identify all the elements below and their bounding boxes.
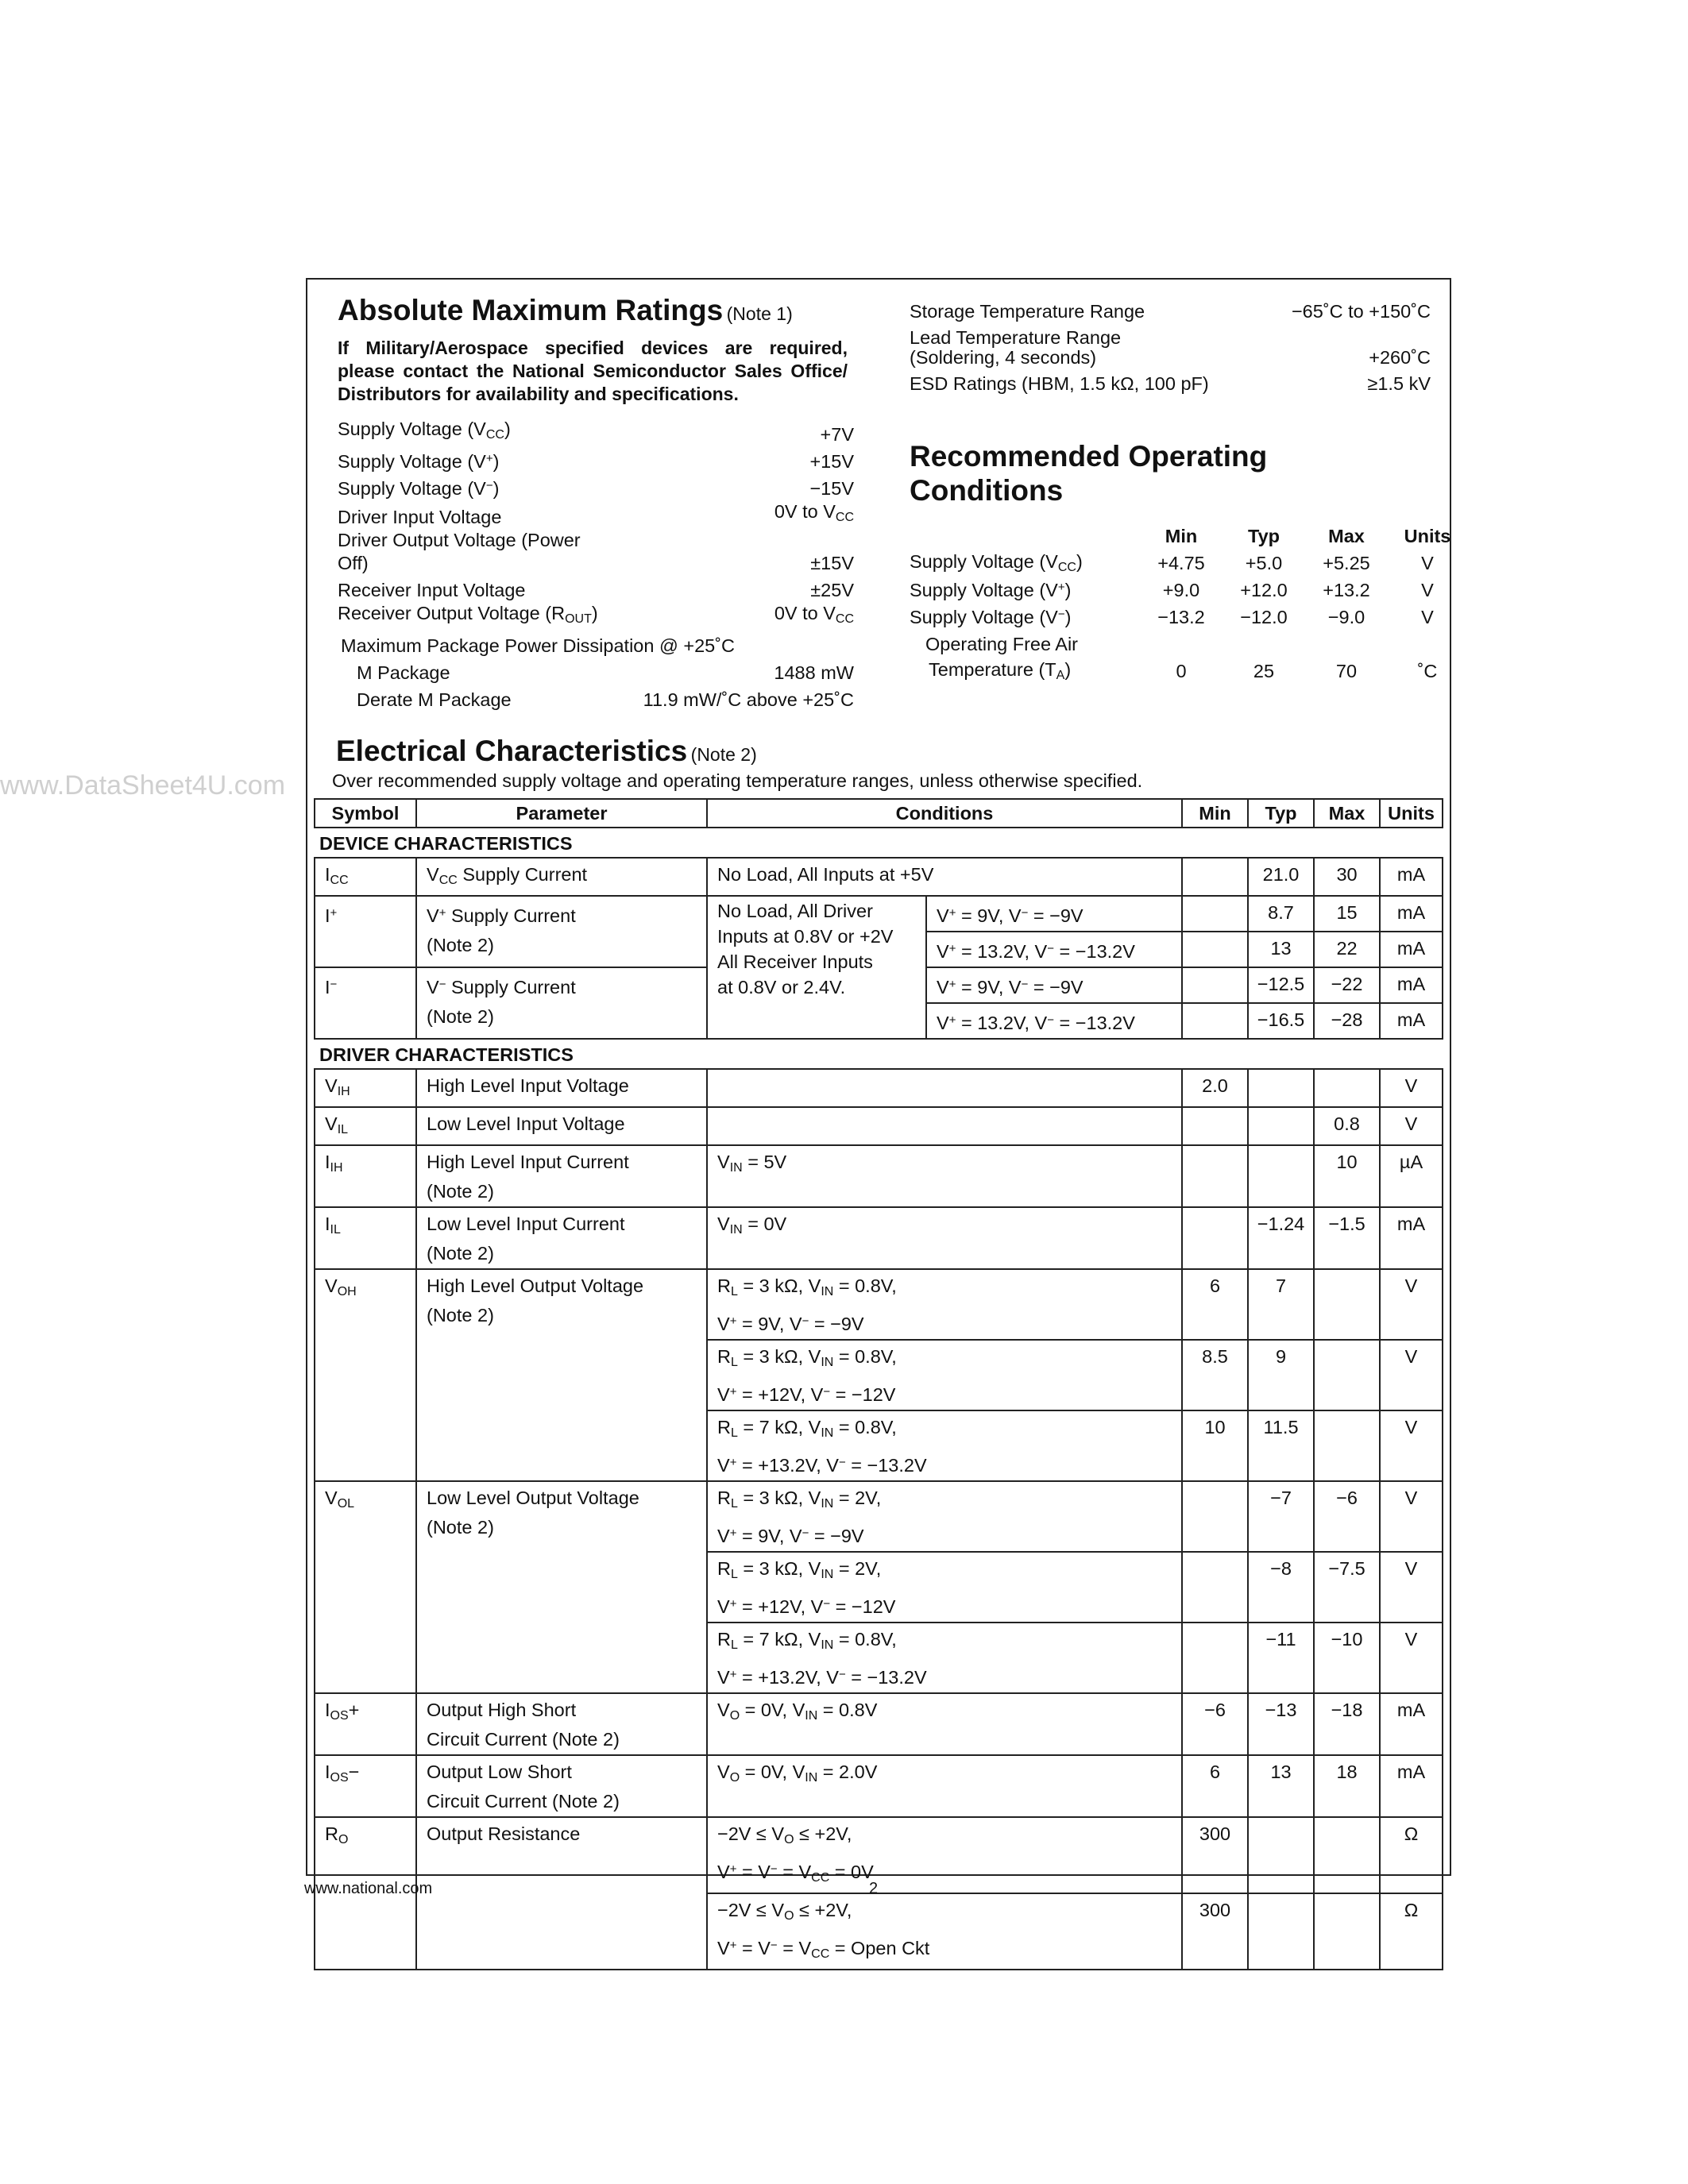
value-max: −6 <box>1314 1481 1380 1552</box>
condition-label: Temperature $(T_A)$ <box>929 659 1072 682</box>
value-units: Ω <box>1380 1893 1443 1970</box>
value-typ: 13 <box>1248 1755 1314 1817</box>
table-row <box>315 858 1443 896</box>
value-min <box>1182 932 1248 967</box>
condition-label: Supply Voltage $(V_{CC})$ <box>910 551 1083 574</box>
value-units: mA <box>1380 1693 1443 1755</box>
column-header: Min <box>1165 525 1198 546</box>
value-units: µA <box>1380 1145 1443 1207</box>
value-typ <box>1248 1817 1314 1893</box>
value-typ: 21.0 <box>1248 858 1314 896</box>
value-min: 6 <box>1182 1755 1248 1817</box>
parameter-cell: Low Level Input Voltage <box>416 1107 707 1145</box>
recommended-conditions-title: Recommended Operating Conditions <box>910 440 1268 507</box>
rating-row <box>338 658 854 685</box>
value-typ: −7 <box>1248 1481 1314 1552</box>
military-notice: If Military/Aerospace specified devices are required, please contact the National Semiconductor Sales Office/ Distributors for availability and specifications. <box>338 338 848 404</box>
condition-max: −9.0 <box>1327 606 1365 627</box>
condition-min: +4.75 <box>1157 552 1205 573</box>
condition-row <box>910 658 1467 685</box>
rating-row <box>338 473 854 500</box>
value-max <box>1314 1340 1380 1410</box>
rating-label: M Package <box>357 662 450 683</box>
value-min <box>1182 1145 1248 1207</box>
column-header: Max <box>1328 525 1365 546</box>
column-header: Units <box>1404 525 1451 546</box>
electrical-characteristics-subtitle: Over recommended supply voltage and operating temperature ranges, unless otherwise specified. <box>332 770 1143 791</box>
value-max <box>1314 1817 1380 1893</box>
parameter-cell: Output Resistance <box>416 1817 707 1970</box>
rating-row <box>910 328 1431 368</box>
parameter-cell: Output High Short Circuit Current (Note 2) <box>416 1693 707 1755</box>
value-typ <box>1248 1107 1314 1145</box>
parameter-cell: Low Level Output Voltage (Note 2) <box>416 1481 707 1693</box>
electrical-characteristics-title <box>336 735 757 768</box>
rating-value: +260˚C <box>1369 347 1431 368</box>
table-row <box>315 1481 1443 1552</box>
section-heading: DEVICE CHARACTERISTICS <box>315 828 1443 858</box>
rating-label: Storage Temperature Range <box>910 301 1145 322</box>
condition-row <box>910 604 1467 631</box>
value-min: 300 <box>1182 1817 1248 1893</box>
value-units: Ω <box>1380 1817 1443 1893</box>
condition-cell <box>707 1069 1182 1107</box>
rating-row <box>338 631 854 658</box>
symbol-cell: $I_{OS}+$ <box>315 1693 416 1755</box>
value-typ <box>1248 1893 1314 1970</box>
condition-max: +13.2 <box>1323 579 1370 600</box>
rating-value: ±25V <box>810 580 854 600</box>
condition-cell: $V_O = 0V$, $V_{IN} = 0.8V$ <box>707 1693 1182 1755</box>
value-max: −18 <box>1314 1693 1380 1755</box>
value-typ: 13 <box>1248 932 1314 967</box>
rating-label: Maximum Package Power Dissipation @ +25˚C <box>341 635 736 656</box>
table-row <box>315 1269 1443 1340</box>
rating-value: −65˚C to +150˚C <box>1291 301 1431 322</box>
rating-label: Driver Output Voltage (Power Off) <box>338 530 581 573</box>
rating-label: Supply Voltage $(V_{CC})$ <box>338 419 511 442</box>
value-min <box>1182 896 1248 932</box>
rating-value: +15V <box>809 451 854 472</box>
rating-row <box>338 685 854 712</box>
condition-typ: 25 <box>1253 660 1275 681</box>
rating-value: −15V <box>809 478 854 499</box>
value-min: −6 <box>1182 1693 1248 1755</box>
table-row <box>315 896 1443 932</box>
rating-value: +7V <box>820 424 854 445</box>
condition-cell: $R_L = 7$ kΩ, $V_{IN} = 0.8V$, V+ = +13.2V, V− = −13.2V <box>707 1623 1182 1693</box>
table-row <box>315 1755 1443 1817</box>
section-title: Absolute Maximum Ratings <box>338 294 724 326</box>
parameter-cell: $V_{CC}$ Supply Current <box>416 858 707 896</box>
rating-row <box>338 418 854 446</box>
condition-min: 0 <box>1176 660 1187 681</box>
rating-label: ESD Ratings (HBM, 1.5 kΩ, 100 pF) <box>910 373 1209 394</box>
value-min <box>1182 1003 1248 1039</box>
rating-row <box>338 575 854 602</box>
value-max: 0.8 <box>1314 1107 1380 1145</box>
electrical-characteristics-table <box>314 798 1443 2001</box>
ratings-list-right <box>910 302 1431 400</box>
value-typ: 9 <box>1248 1340 1314 1410</box>
value-max: 22 <box>1314 932 1380 967</box>
note-ref: (Note 1) <box>726 303 793 324</box>
sub-condition-cell: V+ = 13.2V, V− = −13.2V <box>926 932 1182 967</box>
value-min <box>1182 1107 1248 1145</box>
condition-min <box>1140 631 1223 658</box>
rating-row <box>338 446 854 473</box>
rating-row <box>910 374 1431 394</box>
value-typ: −11 <box>1248 1623 1314 1693</box>
table-row <box>315 1069 1443 1107</box>
condition-units: V <box>1421 606 1434 627</box>
value-max: 18 <box>1314 1755 1380 1817</box>
value-units: V <box>1380 1481 1443 1552</box>
sub-condition-cell: V+ = 13.2V, V− = −13.2V <box>926 1003 1182 1039</box>
column-header: Units <box>1380 799 1443 828</box>
rating-label: Lead Temperature Range (Soldering, 4 seconds) <box>910 327 1122 368</box>
column-header: Symbol <box>315 799 416 828</box>
condition-label: Supply Voltage (V+) <box>910 579 1072 600</box>
value-typ <box>1248 1145 1314 1207</box>
value-min <box>1182 1481 1248 1552</box>
value-typ <box>1248 1069 1314 1107</box>
rating-value: 11.9 mW/˚C above +25˚C <box>643 689 854 710</box>
value-units: mA <box>1380 1207 1443 1269</box>
value-min <box>1182 1552 1248 1623</box>
value-max: −28 <box>1314 1003 1380 1039</box>
value-typ: 7 <box>1248 1269 1314 1340</box>
value-units: V <box>1380 1623 1443 1693</box>
parameter-cell: Output Low Short Circuit Current (Note 2) <box>416 1755 707 1817</box>
condition-cell: $R_L = 3$ kΩ, $V_{IN} = 0.8V$, V+ = 9V, V− = −9V <box>707 1269 1182 1340</box>
ratings-list <box>338 418 854 712</box>
rating-value: ≥1.5 kV <box>1367 373 1431 394</box>
condition-cell <box>707 1107 1182 1145</box>
blank-cell <box>315 1970 1443 2001</box>
rating-label: Supply Voltage (V−) <box>338 478 500 499</box>
value-max: −22 <box>1314 967 1380 1003</box>
note-ref: (Note 2) <box>690 744 757 765</box>
value-max <box>1314 1410 1380 1481</box>
table-row <box>315 1107 1443 1145</box>
recommended-conditions-table <box>910 523 1467 685</box>
condition-row <box>910 631 1467 658</box>
page-number: 2 <box>869 1880 879 1897</box>
value-units: V <box>1380 1107 1443 1145</box>
symbol-cell: $I_{CC}$ <box>315 858 416 896</box>
footer-website: www.national.com <box>304 1880 433 1897</box>
value-max <box>1314 1893 1380 1970</box>
absolute-max-ratings-title <box>338 294 793 327</box>
value-min <box>1182 1207 1248 1269</box>
condition-cell: $V_O = 0V$, $V_{IN} = 2.0V$ <box>707 1755 1182 1817</box>
value-units: V <box>1380 1340 1443 1410</box>
column-header: Typ <box>1248 799 1314 828</box>
value-typ: −12.5 <box>1248 967 1314 1003</box>
rating-value: 1488 mW <box>774 662 854 683</box>
value-units: V <box>1380 1410 1443 1481</box>
value-min <box>1182 858 1248 896</box>
blank-row <box>315 1970 1443 2001</box>
symbol-cell: $I_{OS}-$ <box>315 1755 416 1817</box>
condition-cell: $V_{IN} = 0V$ <box>707 1207 1182 1269</box>
column-header: Conditions <box>707 799 1182 828</box>
condition-cell: $-2V \le V_O \le +2V$, $V^+ = V^- = V_{CC}$ = Open Ckt <box>707 1893 1182 1970</box>
condition-label: Supply Voltage (V−) <box>910 606 1072 627</box>
parameter-cell: V+ Supply Current (Note 2) <box>416 896 707 967</box>
value-typ: −1.24 <box>1248 1207 1314 1269</box>
value-max: 15 <box>1314 896 1380 932</box>
condition-typ <box>1223 631 1305 658</box>
condition-typ: +5.0 <box>1245 552 1283 573</box>
condition-units <box>1388 631 1467 658</box>
rating-label: Derate M Package <box>357 689 512 710</box>
symbol-cell: I+ <box>315 896 416 967</box>
value-typ: −8 <box>1248 1552 1314 1623</box>
rating-row <box>910 302 1431 322</box>
rating-row <box>338 602 854 631</box>
value-units: mA <box>1380 932 1443 967</box>
value-units: mA <box>1380 858 1443 896</box>
value-max <box>1314 1069 1380 1107</box>
value-max: −10 <box>1314 1623 1380 1693</box>
value-units: mA <box>1380 967 1443 1003</box>
value-min: 8.5 <box>1182 1340 1248 1410</box>
rating-label: Receiver Input Voltage <box>338 580 526 600</box>
condition-max: 70 <box>1335 660 1358 681</box>
value-max: 10 <box>1314 1145 1380 1207</box>
table-row <box>315 1145 1443 1207</box>
rating-value: 0V to $V_{CC}$ <box>774 603 854 626</box>
table-row <box>315 1693 1443 1755</box>
value-typ: −16.5 <box>1248 1003 1314 1039</box>
rating-row <box>338 500 854 529</box>
value-units: V <box>1380 1552 1443 1623</box>
symbol-cell: $V_{IH}$ <box>315 1069 416 1107</box>
value-typ: 11.5 <box>1248 1410 1314 1481</box>
column-header: Parameter <box>416 799 707 828</box>
section-title: Electrical Characteristics <box>336 735 688 767</box>
parameter-cell: V− Supply Current (Note 2) <box>416 967 707 1039</box>
value-max: −1.5 <box>1314 1207 1380 1269</box>
condition-cell: No Load, All Inputs at +5V <box>707 858 1182 896</box>
section-heading: DRIVER CHARACTERISTICS <box>315 1039 1443 1069</box>
value-units: V <box>1380 1069 1443 1107</box>
symbol-cell: $I_{IH}$ <box>315 1145 416 1207</box>
value-min: 2.0 <box>1182 1069 1248 1107</box>
condition-max: +5.25 <box>1323 552 1370 573</box>
value-min: 10 <box>1182 1410 1248 1481</box>
rating-row <box>338 529 854 575</box>
condition-typ: −12.0 <box>1240 606 1288 627</box>
symbol-cell: $I_{IL}$ <box>315 1207 416 1269</box>
condition-units: ˚C <box>1417 660 1438 681</box>
value-min <box>1182 967 1248 1003</box>
condition-cell: $R_L = 3$ kΩ, $V_{IN} = 2V$, V+ = 9V, V− = −9V <box>707 1481 1182 1552</box>
value-units: mA <box>1380 1755 1443 1817</box>
value-min: 6 <box>1182 1269 1248 1340</box>
parameter-cell: Low Level Input Current (Note 2) <box>416 1207 707 1269</box>
rating-label: Supply Voltage (V+) <box>338 451 500 472</box>
condition-cell: $-2V \le V_O \le +2V$, $V^+ = V^- = V_{CC} = 0V$ <box>707 1817 1182 1893</box>
table-row <box>315 1817 1443 1893</box>
value-max: 30 <box>1314 858 1380 896</box>
header-blank <box>910 523 1140 550</box>
column-header: Max <box>1314 799 1380 828</box>
value-min <box>1182 1623 1248 1693</box>
parameter-cell: High Level Input Current (Note 2) <box>416 1145 707 1207</box>
condition-min: −13.2 <box>1157 606 1205 627</box>
value-max: −7.5 <box>1314 1552 1380 1623</box>
condition-cell: $R_L = 3$ kΩ, $V_{IN} = 0.8V$, V+ = +12V, V− = −12V <box>707 1340 1182 1410</box>
symbol-cell: $V_{OH}$ <box>315 1269 416 1481</box>
condition-row <box>910 577 1467 604</box>
column-header: Typ <box>1247 525 1280 546</box>
condition-typ: +12.0 <box>1240 579 1288 600</box>
condition-cell: $V_{IN} = 5V$ <box>707 1145 1182 1207</box>
value-min: 300 <box>1182 1893 1248 1970</box>
rating-label: Receiver Output Voltage $(R_{OUT})$ <box>338 603 598 626</box>
rating-label: Driver Input Voltage <box>338 507 502 527</box>
parameter-cell: High Level Output Voltage (Note 2) <box>416 1269 707 1481</box>
condition-units: V <box>1421 579 1434 600</box>
watermark: www.DataSheet4U.com <box>0 770 286 801</box>
value-units: V <box>1380 1269 1443 1340</box>
condition-max <box>1305 631 1388 658</box>
value-max <box>1314 1269 1380 1340</box>
condition-cell: $R_L = 7$ kΩ, $V_{IN} = 0.8V$, V+ = +13.2V, V− = −13.2V <box>707 1410 1182 1481</box>
condition-units: V <box>1421 552 1434 573</box>
symbol-cell: $V_{IL}$ <box>315 1107 416 1145</box>
table-row <box>315 1207 1443 1269</box>
column-header: Min <box>1182 799 1248 828</box>
condition-cell: $R_L = 3$ kΩ, $V_{IN} = 2V$, V+ = +12V, V− = −12V <box>707 1552 1182 1623</box>
shared-condition-cell: No Load, All Driver Inputs at 0.8V or +2V All Receiver Inputs at 0.8V or 2.4V. <box>707 896 926 1039</box>
condition-min: +9.0 <box>1162 579 1200 600</box>
symbol-cell: $V_{OL}$ <box>315 1481 416 1693</box>
value-typ: 8.7 <box>1248 896 1314 932</box>
value-units: mA <box>1380 1003 1443 1039</box>
value-typ: −13 <box>1248 1693 1314 1755</box>
rating-value: 0V to $V_{CC}$ <box>774 501 854 524</box>
parameter-cell: High Level Input Voltage <box>416 1069 707 1107</box>
symbol-cell: $R_O$ <box>315 1817 416 1970</box>
condition-label: Operating Free Air <box>925 633 1079 654</box>
symbol-cell: I− <box>315 967 416 1039</box>
condition-row <box>910 550 1467 577</box>
value-units: mA <box>1380 896 1443 932</box>
sub-condition-cell: V+ = 9V, V− = −9V <box>926 967 1182 1003</box>
sub-condition-cell: V+ = 9V, V− = −9V <box>926 896 1182 932</box>
rating-value: ±15V <box>810 553 854 573</box>
section-row <box>315 1039 1443 1069</box>
section-row <box>315 828 1443 858</box>
